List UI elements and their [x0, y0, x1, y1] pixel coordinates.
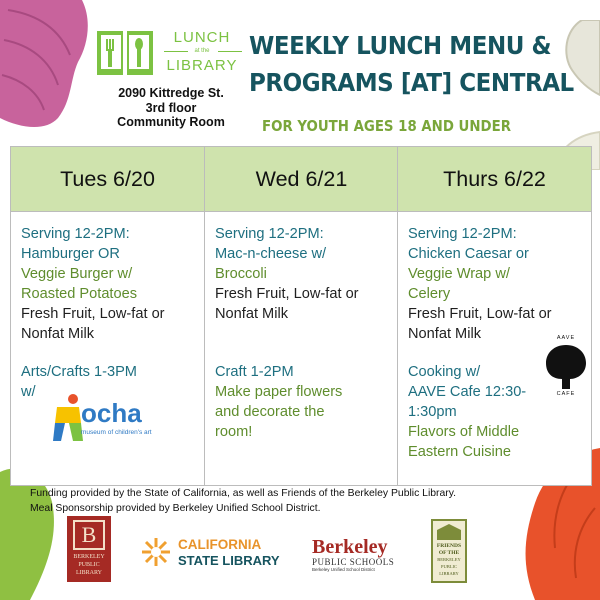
friends-line: PUBLIC: [440, 564, 457, 569]
menu-line: Hamburger OR: [21, 246, 120, 262]
friends-line: BERKELEY: [437, 557, 461, 562]
aave-bottom-text: CAFE: [556, 391, 576, 397]
day-column-tues: [11, 147, 204, 485]
bpl-b-icon: B: [73, 520, 105, 550]
funding-note: [30, 487, 456, 516]
program-line: w/: [21, 384, 36, 400]
bps-subtitle: PUBLIC SCHOOLS: [312, 557, 395, 567]
friends-line: LIBRARY: [439, 571, 459, 576]
address-room: Community Room: [117, 115, 225, 129]
address-block: [96, 86, 246, 130]
bps-name: Berkeley: [312, 536, 388, 558]
csl-line-2: STATE LIBRARY: [178, 553, 280, 568]
address-street: 2090 Kittredge St.: [118, 86, 224, 100]
menu-line: Roasted Potatoes: [21, 286, 138, 302]
berkeley-public-schools-logo: [310, 537, 410, 573]
logo-word-library: LIBRARY: [166, 57, 238, 74]
address-floor: 3rd floor: [145, 100, 197, 115]
menu-line: Chicken Caesar or: [408, 246, 529, 262]
aave-cafe-logo: [544, 335, 588, 399]
bpl-line: PUBLIC: [78, 562, 100, 568]
extras-line: Nonfat Milk: [408, 326, 481, 342]
logo-word-lunch: LUNCH: [173, 29, 231, 46]
schedule-table: [10, 146, 592, 486]
program-detail-line: room!: [215, 424, 253, 440]
logo-word-at-the: at the: [194, 48, 210, 54]
menu-line: Broccoli: [215, 266, 267, 282]
program-line: AAVE Cafe 12:30-: [408, 384, 527, 400]
mocha-logo: [51, 393, 161, 443]
lunch-at-the-library-logo: [96, 27, 242, 79]
program-line: Arts/Crafts 1-3PM: [21, 364, 137, 380]
csl-line-1: CALIFORNIA: [178, 537, 262, 552]
extras-line: Fresh Fruit, Low-fat or: [408, 306, 552, 322]
friends-line: FRIENDS: [436, 543, 462, 549]
berkeley-public-library-logo: [67, 516, 111, 582]
pink-blob-decoration: [0, 0, 95, 130]
mocha-tagline: museum of children's art: [81, 429, 152, 436]
day-column-thurs: [397, 147, 591, 485]
extras-line: Nonfat Milk: [21, 326, 94, 342]
friends-crest-icon: [433, 522, 465, 542]
california-state-library-logo: [140, 536, 290, 570]
serving-time: Serving 12-2PM:: [21, 226, 130, 242]
menu-line: Celery: [408, 286, 451, 302]
friends-line: OF THE: [438, 550, 460, 556]
day-header: Tues 6/20: [11, 147, 204, 212]
page-title: [249, 27, 574, 101]
extras-line: Fresh Fruit, Low-fat or: [21, 306, 165, 322]
bps-district: Berkeley Unified School District: [312, 567, 375, 572]
program-line: 1:30pm: [408, 404, 457, 420]
program-detail-line: Eastern Cuisine: [408, 444, 512, 460]
page-subtitle: FOR YOUTH AGES 18 AND UNDER: [262, 117, 511, 135]
program-line: Cooking w/: [408, 364, 481, 380]
menu-line: Veggie Wrap w/: [408, 266, 510, 282]
logo-divider-right: [218, 51, 242, 52]
funding-line: Funding provided by the State of California, as well as Friends of the Berkeley Public Library.: [30, 488, 457, 499]
extras-line: Fresh Fruit, Low-fat or: [215, 286, 359, 302]
bpl-line: BERKELEY: [73, 554, 105, 560]
program-detail-line: Flavors of Middle: [408, 424, 520, 440]
program-line: Craft 1-2PM: [215, 364, 294, 380]
mocha-name: ocha: [81, 398, 142, 428]
book-utensils-icon: [96, 27, 154, 75]
title-line-1: WEEKLY LUNCH MENU &: [249, 31, 552, 60]
friends-library-logo: [431, 519, 467, 583]
day-header: Thurs 6/22: [398, 147, 591, 212]
mocha-figure-icon: [51, 393, 85, 443]
sunburst-icon: [140, 536, 172, 568]
sponsorship-line: Meal Sponsorship provided by Berkeley Unified School District.: [30, 502, 321, 514]
program-detail-line: and decorate the: [215, 404, 325, 420]
tree-icon: [544, 343, 588, 389]
title-line-2: PROGRAMS [AT] CENTRAL: [249, 68, 574, 97]
aave-top-text: AAVE: [556, 335, 576, 341]
menu-line: Veggie Burger w/: [21, 266, 133, 282]
serving-time: Serving 12-2PM:: [408, 226, 517, 242]
program-detail-line: Make paper flowers: [215, 384, 343, 400]
bpl-line: LIBRARY: [75, 570, 102, 576]
day-header: Wed 6/21: [205, 147, 398, 212]
menu-line: Mac-n-cheese w/: [215, 246, 327, 262]
serving-time: Serving 12-2PM:: [215, 226, 324, 242]
extras-line: Nonfat Milk: [215, 306, 288, 322]
day-column-wed: [204, 147, 398, 485]
